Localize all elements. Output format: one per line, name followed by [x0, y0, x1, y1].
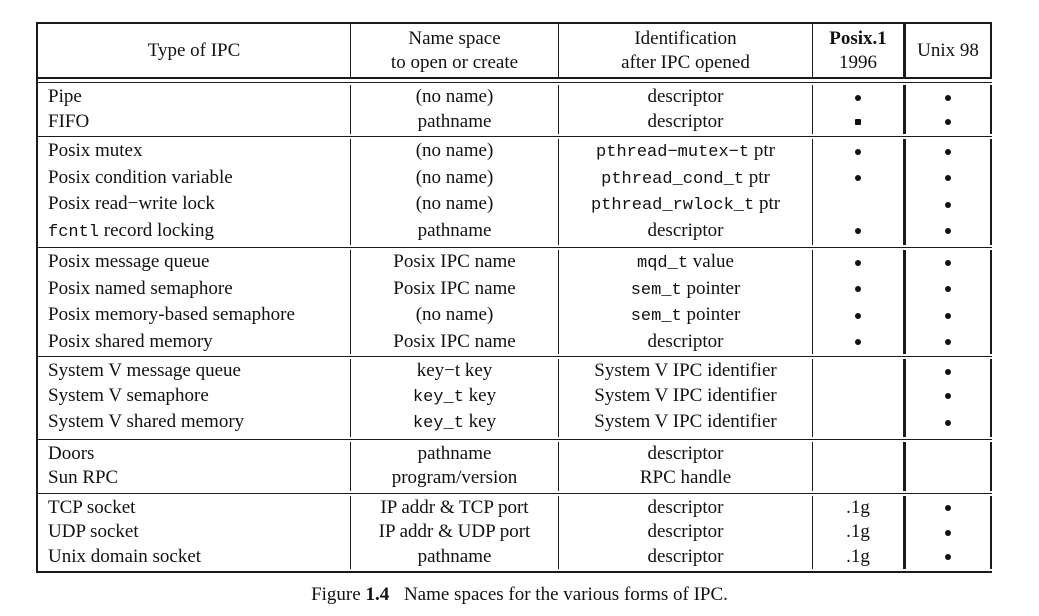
- cell-posix: [812, 85, 903, 110]
- support-bullet-icon: [945, 149, 951, 155]
- cell-unix98: [903, 545, 992, 570]
- cell-namespace: [350, 545, 558, 570]
- cell-ipc-type: [38, 166, 350, 193]
- table-row: [38, 250, 992, 277]
- table-row: [38, 330, 992, 355]
- ns-code: key_t: [412, 387, 464, 407]
- id-code: pthread_cond_t: [601, 169, 744, 189]
- ns-text: Posix IPC name: [393, 330, 516, 352]
- type-code: fcntl: [48, 222, 100, 242]
- ns-text: key: [463, 411, 497, 432]
- id-code: sem_t: [630, 307, 682, 326]
- ns-text: pathname: [417, 545, 492, 567]
- type-text: Unix domain socket: [48, 545, 202, 567]
- support-bullet-icon: [945, 505, 951, 511]
- cell-ipc-type: [38, 442, 350, 467]
- cell-namespace: [350, 110, 558, 135]
- cell-posix: [812, 219, 903, 246]
- cell-identification: [558, 496, 812, 521]
- cell-posix: [812, 410, 903, 437]
- cell-unix98: [903, 520, 992, 545]
- header-posix: [812, 24, 903, 77]
- type-text: Doors: [48, 442, 95, 464]
- table-row: [38, 166, 992, 193]
- header-namespace-line1: Name space: [408, 27, 501, 49]
- cell-posix: [812, 110, 903, 135]
- cell-unix98: [903, 410, 992, 437]
- support-bullet-icon: [855, 228, 861, 234]
- support-note: .1g: [846, 496, 870, 518]
- id-text: descriptor: [647, 521, 724, 542]
- caption-text: Name spaces for the various forms of IPC.: [403, 584, 728, 605]
- table-group: [38, 83, 992, 136]
- ns-text: (no name): [415, 193, 494, 214]
- type-text: Posix read−write lock: [48, 193, 215, 214]
- cell-identification: [558, 442, 812, 467]
- cell-unix98: [903, 219, 992, 246]
- cell-unix98: [903, 166, 992, 193]
- cell-ipc-type: [38, 496, 350, 521]
- header-ident-line2: after IPC opened: [621, 51, 750, 73]
- cell-unix98: [903, 277, 992, 304]
- id-text: value: [688, 251, 734, 272]
- cell-identification: [558, 359, 812, 384]
- header-identification: [558, 24, 812, 77]
- table-row: [38, 520, 992, 545]
- type-text: Posix memory-based semaphore: [48, 304, 295, 325]
- type-text: Posix message queue: [48, 251, 210, 272]
- cell-identification: [558, 110, 812, 135]
- cell-posix: [812, 359, 903, 384]
- cell-ipc-type: [38, 330, 350, 355]
- cell-unix98: [903, 466, 992, 491]
- cell-identification: [558, 466, 812, 491]
- caption-prefix: Figure: [311, 584, 361, 605]
- cell-ipc-type: [38, 219, 350, 246]
- support-bullet-icon: [945, 313, 951, 319]
- support-bullet-icon: [855, 119, 861, 125]
- type-text: Pipe: [48, 86, 82, 107]
- id-text: descriptor: [647, 219, 724, 241]
- type-text: System V semaphore: [48, 384, 209, 406]
- type-text: Posix shared memory: [48, 330, 213, 352]
- cell-unix98: [903, 442, 992, 467]
- cell-identification: [558, 545, 812, 570]
- type-text: Posix mutex: [48, 140, 143, 161]
- type-text: Posix named semaphore: [48, 277, 233, 299]
- support-bullet-icon: [945, 95, 951, 101]
- ns-text: program/version: [391, 467, 518, 488]
- cell-ipc-type: [38, 466, 350, 491]
- support-bullet-icon: [945, 202, 951, 208]
- id-code: pthread−mutex−t: [596, 143, 750, 162]
- cell-namespace: [350, 442, 558, 467]
- cell-namespace: [350, 219, 558, 246]
- id-text: descriptor: [647, 110, 724, 132]
- table-row: [38, 303, 992, 330]
- ns-text: (no name): [415, 166, 494, 188]
- header-type: [38, 24, 350, 77]
- id-code: mqd_t: [637, 254, 689, 273]
- table-group: [38, 136, 992, 247]
- figure-caption: [0, 584, 1039, 606]
- cell-unix98: [903, 110, 992, 135]
- header-ident-line1: Identification: [634, 27, 737, 49]
- table-row: [38, 85, 992, 110]
- cell-ipc-type: [38, 85, 350, 110]
- ns-text: key−t key: [416, 360, 493, 381]
- cell-identification: [558, 330, 812, 355]
- table-row: [38, 466, 992, 491]
- cell-posix: [812, 466, 903, 491]
- cell-posix: [812, 442, 903, 467]
- cell-ipc-type: [38, 277, 350, 304]
- support-bullet-icon: [945, 175, 951, 181]
- cell-unix98: [903, 359, 992, 384]
- ns-text: (no name): [415, 304, 494, 325]
- cell-unix98: [903, 303, 992, 330]
- table-row: [38, 410, 992, 437]
- id-text: System V IPC identifier: [594, 360, 777, 381]
- table-row: [38, 277, 992, 304]
- cell-posix: [812, 303, 903, 330]
- cell-posix: [812, 277, 903, 304]
- table-row: [38, 384, 992, 411]
- support-bullet-icon: [945, 369, 951, 375]
- cell-ipc-type: [38, 545, 350, 570]
- cell-namespace: [350, 192, 558, 219]
- id-text: pointer: [681, 304, 741, 325]
- support-bullet-icon: [855, 286, 861, 292]
- type-text: record locking: [99, 219, 215, 241]
- support-bullet-icon: [945, 530, 951, 536]
- table-group: [38, 493, 992, 572]
- cell-identification: [558, 192, 812, 219]
- support-bullet-icon: [945, 554, 951, 560]
- table-row: [38, 110, 992, 135]
- id-text: descriptor: [647, 496, 724, 518]
- cell-identification: [558, 410, 812, 437]
- cell-namespace: [350, 166, 558, 193]
- table-group: [38, 247, 992, 356]
- support-bullet-icon: [855, 260, 861, 266]
- id-code: pthread_rwlock_t: [590, 196, 755, 215]
- ns-code: key_t: [412, 414, 464, 433]
- header-posix-line1: Posix.1: [829, 27, 887, 49]
- support-note: .1g: [846, 545, 870, 567]
- header-namespace-line2: to open or create: [390, 51, 519, 73]
- id-text: ptr: [749, 140, 775, 161]
- type-text: System V message queue: [48, 360, 241, 381]
- support-bullet-icon: [945, 260, 951, 266]
- cell-unix98: [903, 250, 992, 277]
- ns-text: Posix IPC name: [393, 277, 516, 299]
- support-bullet-icon: [945, 228, 951, 234]
- header-type-label: Type of IPC: [147, 39, 241, 61]
- id-text: descriptor: [647, 330, 724, 352]
- type-text: TCP socket: [48, 496, 136, 518]
- cell-unix98: [903, 496, 992, 521]
- ns-text: pathname: [417, 219, 492, 241]
- cell-identification: [558, 166, 812, 193]
- support-bullet-icon: [945, 393, 951, 399]
- cell-posix: [812, 139, 903, 166]
- cell-namespace: [350, 496, 558, 521]
- ns-text: Posix IPC name: [393, 251, 516, 272]
- ns-text: (no name): [415, 86, 494, 107]
- cell-identification: [558, 277, 812, 304]
- table-row: [38, 442, 992, 467]
- cell-namespace: [350, 250, 558, 277]
- cell-identification: [558, 250, 812, 277]
- table-group: [38, 356, 992, 439]
- cell-ipc-type: [38, 303, 350, 330]
- ns-text: IP addr & UDP port: [378, 521, 531, 542]
- id-text: ptr: [754, 193, 781, 214]
- cell-ipc-type: [38, 410, 350, 437]
- cell-namespace: [350, 520, 558, 545]
- cell-namespace: [350, 359, 558, 384]
- ipc-namespace-table: [36, 22, 992, 573]
- cell-namespace: [350, 384, 558, 411]
- cell-namespace: [350, 466, 558, 491]
- cell-ipc-type: [38, 192, 350, 219]
- table-header-row: [38, 24, 992, 77]
- support-bullet-icon: [945, 286, 951, 292]
- cell-namespace: [350, 277, 558, 304]
- id-text: descriptor: [647, 442, 724, 464]
- cell-ipc-type: [38, 520, 350, 545]
- header-unix98: [903, 24, 992, 77]
- ns-text: (no name): [415, 140, 494, 161]
- type-text: Posix condition variable: [48, 166, 233, 188]
- id-text: descriptor: [647, 545, 724, 567]
- table-row: [38, 359, 992, 384]
- id-text: RPC handle: [639, 467, 732, 488]
- ns-text: pathname: [417, 442, 492, 464]
- cell-identification: [558, 303, 812, 330]
- support-bullet-icon: [855, 313, 861, 319]
- caption-number: 1.4: [365, 584, 390, 605]
- cell-namespace: [350, 85, 558, 110]
- ns-text: pathname: [417, 110, 492, 132]
- cell-ipc-type: [38, 139, 350, 166]
- cell-unix98: [903, 139, 992, 166]
- table-body: [38, 83, 992, 571]
- type-text: UDP socket: [48, 521, 139, 542]
- cell-identification: [558, 520, 812, 545]
- cell-unix98: [903, 85, 992, 110]
- table-group: [38, 439, 992, 493]
- id-text: System V IPC identifier: [594, 384, 777, 406]
- support-bullet-icon: [945, 339, 951, 345]
- support-bullet-icon: [945, 119, 951, 125]
- cell-identification: [558, 219, 812, 246]
- ns-text: key: [463, 384, 497, 406]
- cell-ipc-type: [38, 384, 350, 411]
- header-namespace: [350, 24, 558, 77]
- cell-namespace: [350, 303, 558, 330]
- id-code: sem_t: [630, 280, 682, 300]
- cell-namespace: [350, 410, 558, 437]
- cell-unix98: [903, 330, 992, 355]
- cell-unix98: [903, 384, 992, 411]
- type-text: FIFO: [48, 110, 90, 132]
- support-bullet-icon: [855, 95, 861, 101]
- cell-ipc-type: [38, 359, 350, 384]
- id-text: System V IPC identifier: [594, 411, 777, 432]
- cell-posix: [812, 520, 903, 545]
- cell-namespace: [350, 139, 558, 166]
- cell-posix: [812, 545, 903, 570]
- cell-posix: [812, 496, 903, 521]
- cell-ipc-type: [38, 250, 350, 277]
- header-unix98-label: Unix 98: [917, 39, 979, 61]
- table-row: [38, 219, 992, 246]
- table-row: [38, 139, 992, 166]
- support-bullet-icon: [855, 149, 861, 155]
- cell-namespace: [350, 330, 558, 355]
- id-text: descriptor: [647, 86, 724, 107]
- type-text: Sun RPC: [48, 467, 119, 488]
- id-text: ptr: [743, 166, 770, 188]
- table-row: [38, 496, 992, 521]
- support-bullet-icon: [945, 420, 951, 426]
- ns-text: IP addr & TCP port: [380, 496, 529, 518]
- support-note: .1g: [846, 521, 870, 542]
- cell-posix: [812, 250, 903, 277]
- header-posix-line2: 1996: [839, 51, 877, 73]
- id-text: pointer: [681, 277, 741, 299]
- cell-posix: [812, 192, 903, 219]
- table-row: [38, 192, 992, 219]
- cell-identification: [558, 139, 812, 166]
- support-bullet-icon: [855, 339, 861, 345]
- support-bullet-icon: [855, 175, 861, 181]
- type-text: System V shared memory: [48, 411, 245, 432]
- cell-ipc-type: [38, 110, 350, 135]
- table-row: [38, 545, 992, 570]
- cell-posix: [812, 330, 903, 355]
- cell-posix: [812, 384, 903, 411]
- cell-identification: [558, 85, 812, 110]
- cell-identification: [558, 384, 812, 411]
- cell-posix: [812, 166, 903, 193]
- cell-unix98: [903, 192, 992, 219]
